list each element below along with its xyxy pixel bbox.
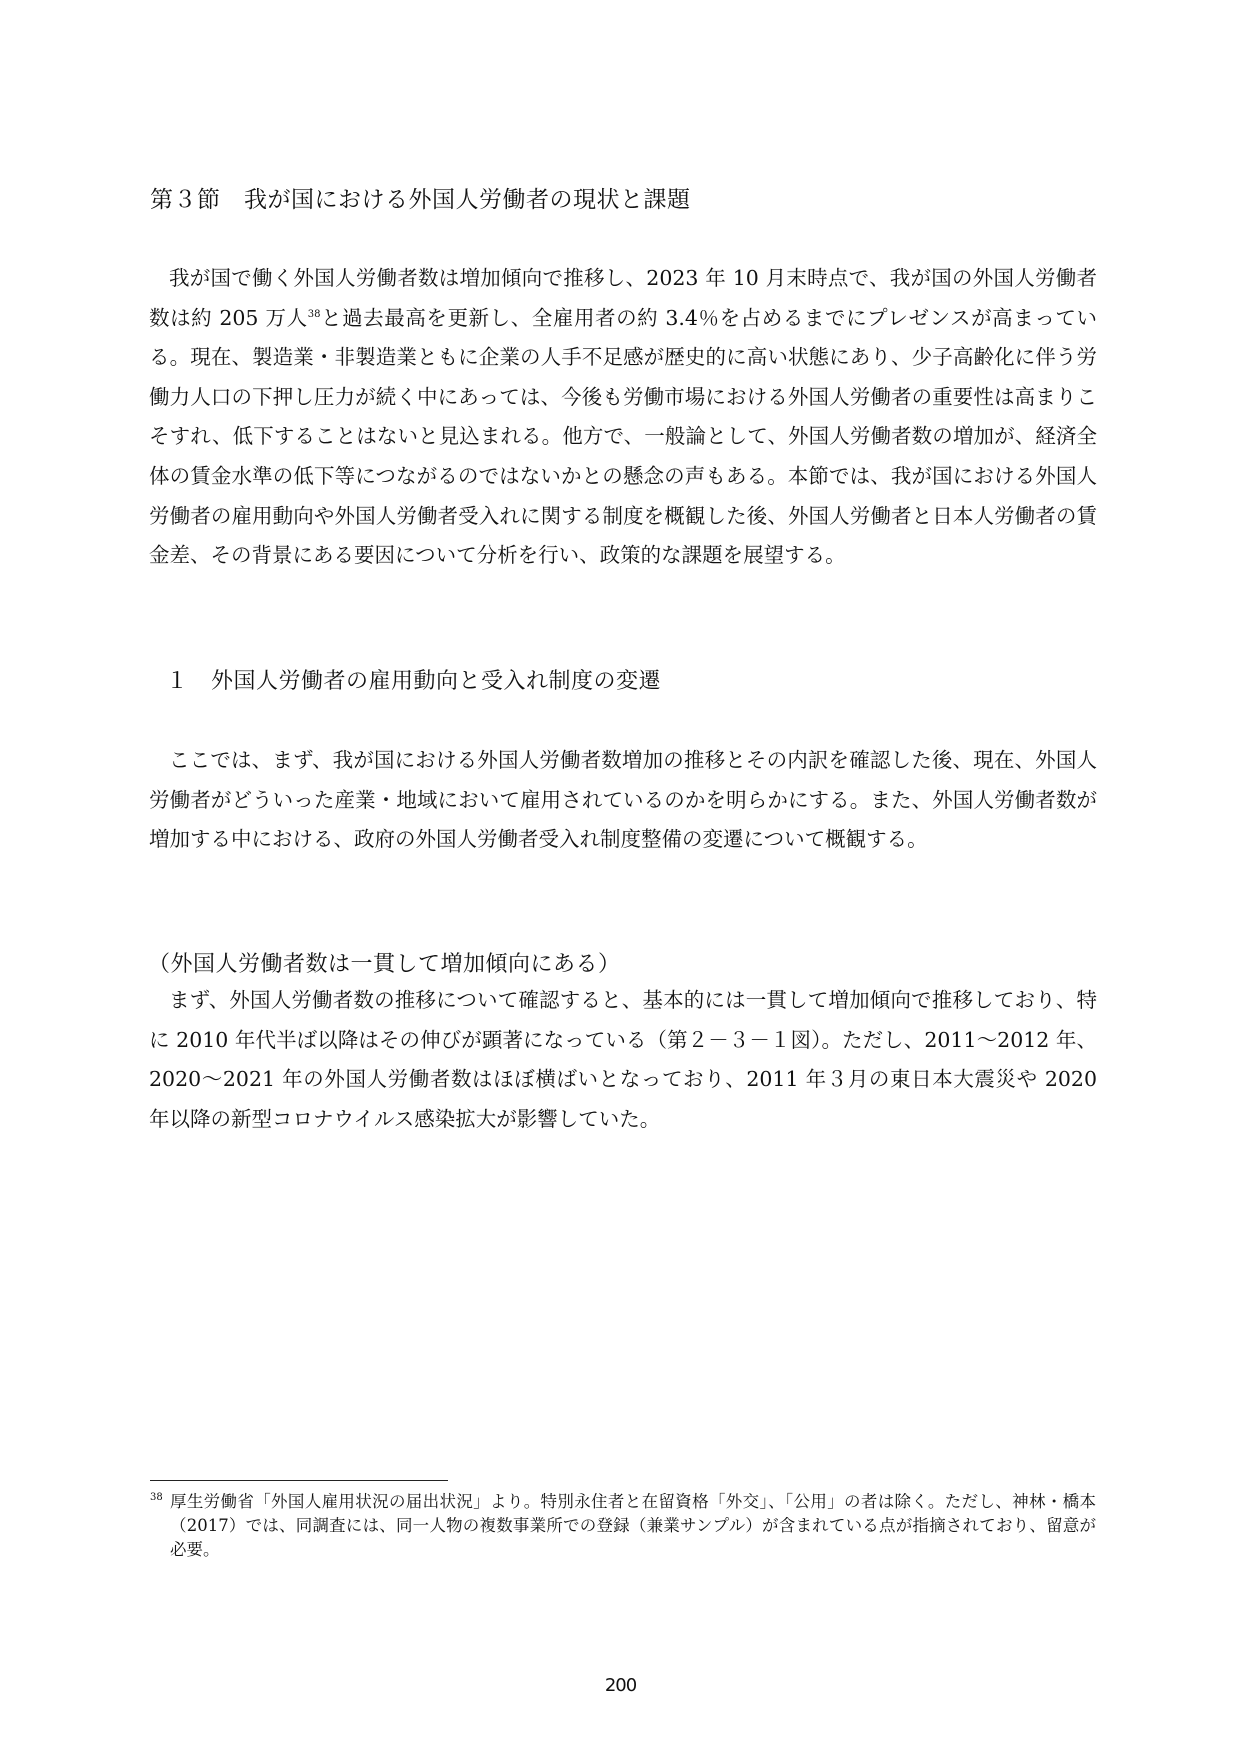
section-title: 第３節 我が国における外国人労働者の現状と課題 [150,187,691,213]
footnote-divider [150,1480,448,1481]
footnote-reference[interactable]: 38 [307,308,321,320]
topic-heading: （外国人労働者数は一貫して増加傾向にある） [148,952,621,977]
intro-paragraph [149,259,1097,576]
topic-paragraph: まず、外国人労働者数の推移について確認すると、基本的には一貫して増加傾向で推移しており、特に 2010 年代半ば以降はその伸びが顕著になっている（第２－３－１図）。ただし、2011～2012 年、2020～2021 年の外国人労働者数はほぼ横ばいとなっており、2011 年３月の東日本大震災や 2020 年以降の新型コロナウイルス感染拡大が影響していた。 [149,988,1097,1131]
footnote-text: 厚生労働省「外国人雇用状況の届出状況」より。特別永住者と在留資格「外交」、「公用」の者は除く。ただし、神林・橋本（2017）では、同調査には、同一人物の複数事業所での登録（兼業サンプル）が含まれている点が指摘されており、留意が必要。 [170,1492,1096,1559]
page-number: 200 [604,1675,637,1696]
footnote-number: 38 [150,1492,163,1503]
subsection-paragraph: ここでは、まず、我が国における外国人労働者数増加の推移とその内訳を確認した後、現在、外国人労働者がどういった産業・地域において雇用されているのかを明らかにする。また、外国人労働者数が増加する中における、政府の外国人労働者受入れ制度整備の変遷について概観する。 [149,748,1097,852]
intro-text-part1: 我が国で働く外国人労働者数は増加傾向で推移し、2023 年 10 月末時点で、我が国の外国人労働者数は約 205 万人 [149,266,1097,330]
intro-text-part2: と過去最高を更新し、全雇用者の約 3.4％を占めるまでにプレゼンスが高まっている。現在、製造業・非製造業ともに企業の人手不足感が歴史的に高い状態にあり、少子高齢化に伴う労働力人口の下押し圧力が続く中にあっては、今後も労働市場における外国人労働者の重要性は高まりこそすれ、低下することはないと見込まれる。他方で、一般論として、外国人労働者数の増加が、経済全体の賃金水準の低下等につながるのではないかとの懸念の声もある。本節では、我が国における外国人労働者の雇用動向や外国人労働者受入れに関する制度を概観した後、外国人労働者と日本人労働者の賃金差、その背景にある要因について分析を行い、政策的な課題を展望する。 [149,305,1097,568]
subsection-title: １ 外国人労働者の雇用動向と受入れ制度の変遷 [166,669,662,694]
footnote [150,1490,1096,1562]
